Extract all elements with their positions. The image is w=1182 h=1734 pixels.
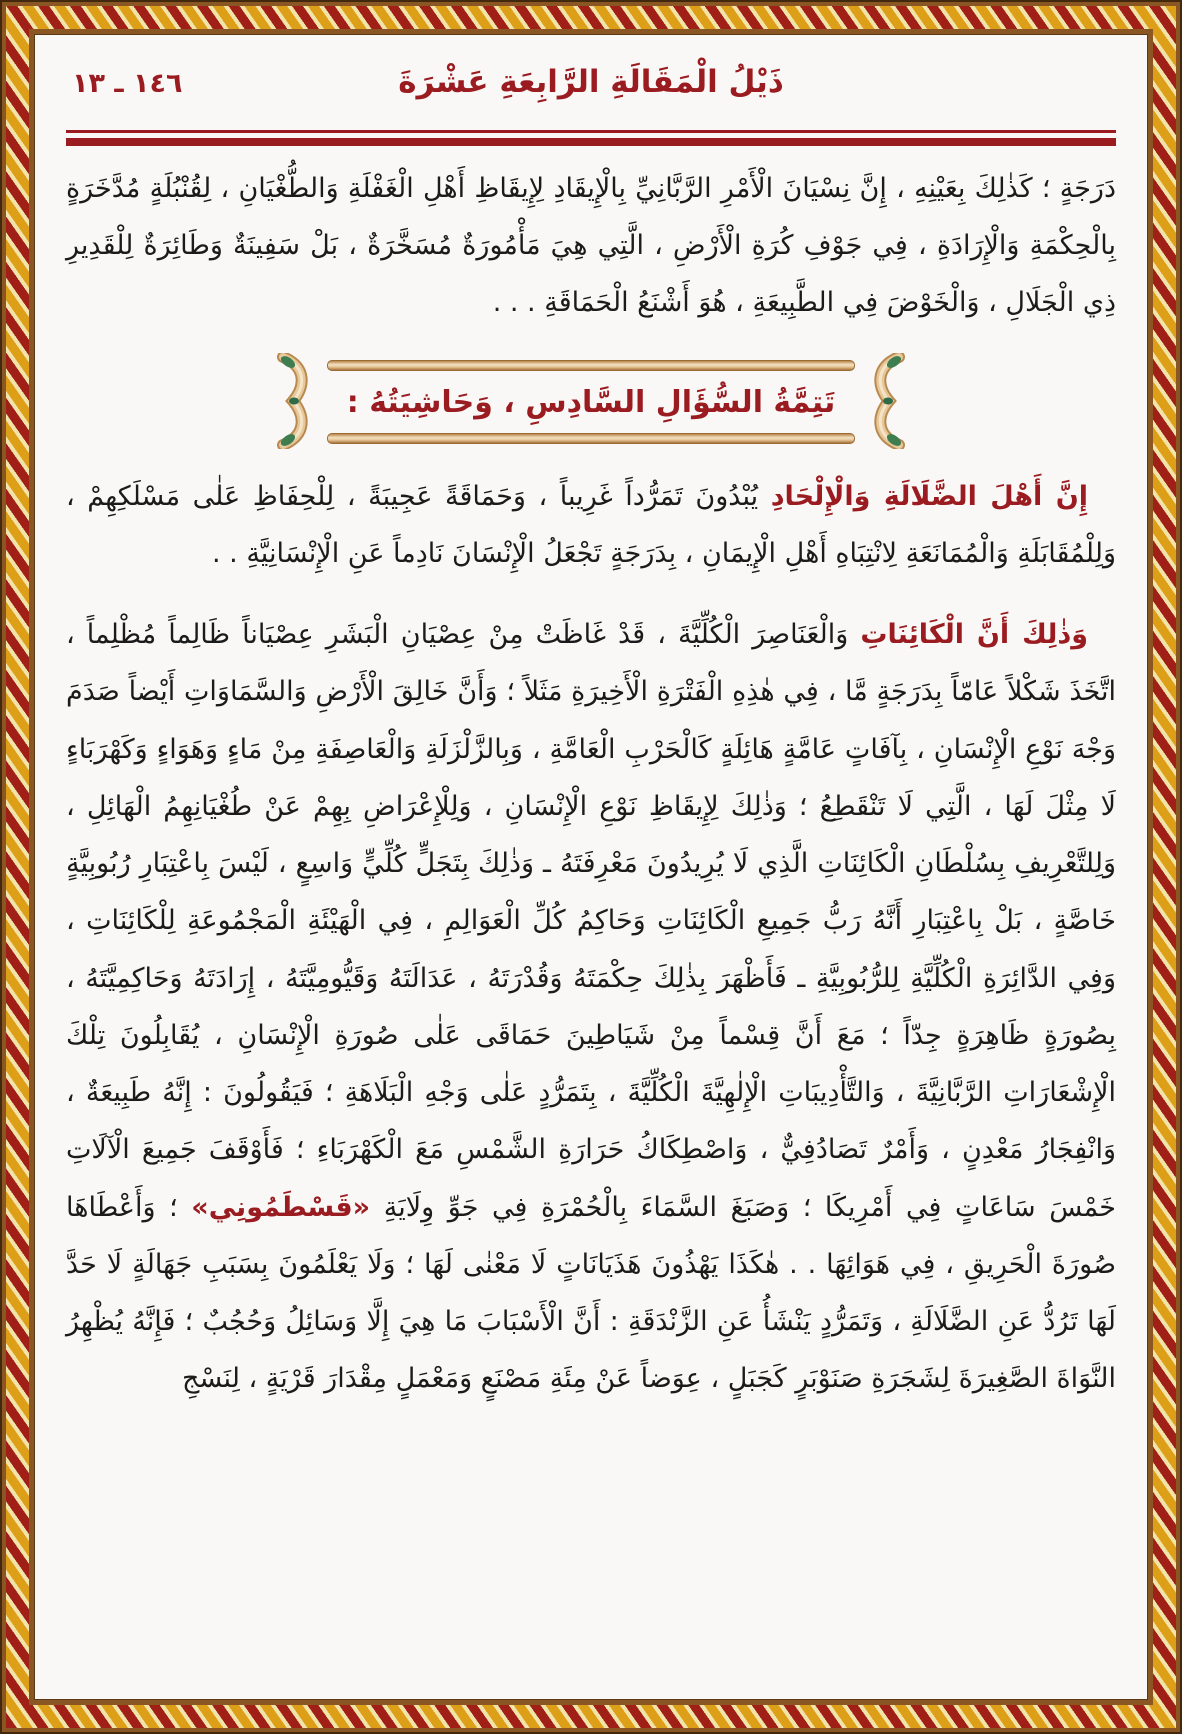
header-rule-thick xyxy=(66,138,1116,146)
header-rule-thin xyxy=(66,130,1116,133)
paragraph-text: يُبْدُونَ تَمَرُّداً غَرِيباً ، وَحَمَاقَةً عَجِيبَةً ، لِلْحِفَاظِ عَلٰى مَسْلَكِهِمْ ، وَلِلْمُقَابَلَةِ وَالْمُمَانَعَةِ لِانْتِبَاهِ أَهْلِ الْإِيمَانِ ، بِدَرَجَةٍ تَجْعَلُ الْإِنْسَانَ نَادِماً عَنِ الْإِنْسَانِيَّةِ . . xyxy=(66,480,1116,569)
page-title: ذَيْلُ الْمَقَالَةِ الرَّابِعَةِ عَشْرَةَ xyxy=(398,64,784,100)
body-text xyxy=(66,160,1116,1407)
page-number: ١٤٦ ـ ١٣ xyxy=(72,68,183,99)
body-paragraph xyxy=(66,606,1116,1407)
header-rule xyxy=(66,130,1116,146)
red-lead-phrase: إِنَّ أَهْلَ الضَّلَالَةِ وَالْإِلْحَادِ xyxy=(770,480,1088,512)
section-heading-text: تَتِمَّةُ السُّؤَالِ السَّادِسِ ، وَحَاشِيَتُهُ : xyxy=(346,384,836,420)
heading-bar-bottom xyxy=(327,433,855,444)
heading-bar-top xyxy=(327,360,855,371)
red-lead-phrase: وَذٰلِكَ أَنَّ الْكَائِنَاتِ xyxy=(860,619,1088,651)
paragraph-text: دَرَجَةٍ ؛ كَذٰلِكَ بِعَيْنِهِ ، إِنَّ نِسْيَانَ الْأَمْرِ الرَّبَّانِيِّ بِالْإِيقَادِ لِإِيقَاظِ أَهْلِ الْغَفْلَةِ وَالطُّغْيَانِ ، لِقُنْبُلَةٍ مُدَّخَرَةٍ بِالْحِكْمَةِ وَالْإِرَادَةِ ، فِي جَوْفِ كُرَةِ الْأَرْضِ ، الَّتِي هِيَ مَأْمُورَةٌ مُسَخَّرَةٌ ، بَلْ سَفِينَةٌ وَطَائِرَةٌ لِلْقَدِيرِ ذِي الْجَلَالِ ، وَالْخَوْضَ فِي الطَّبِيعَةِ ، هُوَ أَشْنَعُ الْحَمَاقَةِ . . . xyxy=(66,173,1116,319)
heading-ornament-right-icon xyxy=(865,353,905,449)
body-paragraph xyxy=(66,160,1116,332)
section-heading xyxy=(291,350,891,452)
inline-red-phrase: «قَسْطَمُونِي» xyxy=(191,1191,371,1223)
page-header xyxy=(66,64,1116,122)
body-paragraph xyxy=(66,468,1116,582)
page-sheet xyxy=(29,29,1153,1705)
heading-ornament-left-icon xyxy=(277,353,317,449)
paragraph-text: وَالْعَنَاصِرَ الْكُلِّيَّةَ ، قَدْ غَاظَتْ مِنْ عِصْيَانِ الْبَشَرِ عِصْيَاناً ظَالِماً مُظْلِماً ، اتَّخَذَ شَكْلاً عَامّاً بِدَرَجَةٍ مَّا ، فِي هٰذِهِ الْفَتْرَةِ الْأَخِيرَةِ مَثَلاً ؛ وَأَنَّ خَالِقَ الْأَرْضِ وَالسَّمَاوَاتِ أَيْضاً صَدَمَ وَجْهَ نَوْعِ الْإِنْسَانِ ، بِآفَاتٍ عَامَّةٍ هَائِلَةٍ كَالْحَرْبِ الْعَامَّةِ ، وَبِالزَّلْزَلَةِ وَالْعَاصِفَةِ مِنْ مَاءٍ وَهَوَاءٍ وَكَهْرَبَاءٍ لَا مِثْلَ لَهَا ، الَّتِي لَا تَنْقَطِعُ ؛ وَذٰلِكَ لِإِيقَاظِ نَوْعِ الْإِنْسَانِ ، وَلِلْإِعْرَاضِ بِهِمْ عَنْ طُغْيَانِهِمُ الْهَائِلِ ، وَلِلتَّعْرِيفِ بِسُلْطَانِ الْكَائِنَاتِ الَّذِي لَا يُرِيدُونَ مَعْرِفَتَهُ ـ وَذٰلِكَ بِتَجَلٍّ كُلِّيٍّ وَاسِعٍ ، لَيْسَ بِاعْتِبَارِ رُبُوبِيَّةٍ خَاصَّةٍ ، بَلْ بِاعْتِبَارِ أَنَّهُ رَبُّ جَمِيعِ الْكَائِنَاتِ وَحَاكِمُ كُلِّ الْعَوَالِمِ ، فِي الْهَيْئَةِ الْمَجْمُوعَةِ لِلْكَائِنَاتِ ، وَفِي الدَّائِرَةِ الْكُلِّيَّةِ لِلرُّبُوبِيَّةِ ـ فَأَظْهَرَ بِذٰلِكَ حِكْمَتَهُ وَقُدْرَتَهُ ، عَدَالَتَهُ وَقَيُّومِيَّتَهُ ، إِرَادَتَهُ وَحَاكِمِيَّتَهُ ، بِصُورَةٍ ظَاهِرَةٍ جِدّاً ؛ مَعَ أَنَّ قِسْماً مِنْ شَيَاطِينَ حَمَاقَى عَلٰى صُورَةِ الْإِنْسَانِ ، يُقَابِلُونَ تِلْكَ الْإِشْعَارَاتِ الرَّبَّانِيَّةَ ، وَالتَّأْدِيبَاتِ الْإِلٰهِيَّةَ الْكُلِّيَّةَ ، بِتَمَرُّدٍ عَلٰى وَجْهِ الْبَلَاهَةِ ؛ فَيَقُولُونَ : إِنَّهُ طَبِيعَةٌ ، وَانْفِجَارُ مَعْدِنٍ ، وَأَمْرٌ تَصَادُفِيٌّ ، وَاصْطِكَاكُ حَرَارَةِ الشَّمْسِ مَعَ الْكَهْرَبَاءِ ؛ فَأَوْقَفَ جَمِيعَ الْآلَاتِ خَمْسَ سَاعَاتٍ فِي أَمْرِيكَا ؛ وَصَبَغَ السَّمَاءَ بِالْحُمْرَةِ فِي جَوِّ وِلَايَةِ xyxy=(66,619,1116,1223)
paragraph-text: ؛ وَأَعْطَاهَا صُورَةَ الْحَرِيقِ ، فِي هَوَائِهَا . . هٰكَذَا يَهْذُونَ هَذَيَانَاتٍ لَا مَعْنٰى لَهَا ؛ وَلَا يَعْلَمُونَ بِسَبَبِ جَهَالَةٍ لَا حَدَّ لَهَا تَرُدُّ عَنِ الضَّلَالَةِ ، وَتَمَرُّدٍ يَنْشَأُ عَنِ الزَّنْدَقَةِ : أَنَّ الْأَسْبَابَ مَا هِيَ إِلَّا وَسَائِلُ وَحُجُبٌ ؛ فَإِنَّهُ يُظْهِرُ النَّوَاةَ الصَّغِيرَةَ لِشَجَرَةِ صَنَوْبَرٍ كَجَبَلٍ ، عِوَضاً عَنْ مِئَةِ مَصْنَعٍ وَمَعْمَلٍ مِقْدَارَ قَرْيَةٍ ، لِنَسْجِ xyxy=(66,1191,1116,1395)
